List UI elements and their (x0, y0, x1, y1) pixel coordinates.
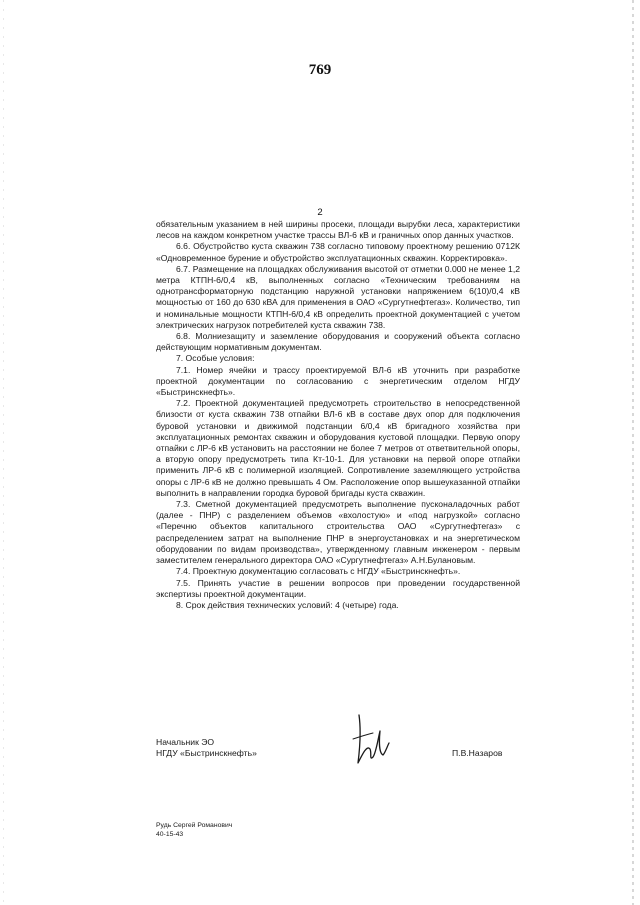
paragraph: 7.1. Номер ячейки и трассу проектируемой ВЛ-6 кВ уточнить при разработке проектной документации по согласованию с энергетическим отделом НГДУ «Быстринскнефть». (156, 364, 520, 398)
paragraph: 6.6. Обустройство куста скважин 738 согласно типовому проектному решению 0712К «Одновременное бурение и обустройство эксплуатационных скважин. Корректировка». (156, 241, 520, 263)
paragraph: 6.7. Размещение на площадках обслуживания высотой от отметки 0.000 не менее 1,2 метра КТПН-6/0,4 кВ, выполненных согласно «Техническим требованиям на однотрансформаторную подстанцию наружной установки напряжением 6(10)/0,4 кВ мощностью от 160 до 630 кВА для применения в ОАО «Сургутнефтегаз». Количество, тип и номинальные мощности КТПН-6/0,4 кВ определить проектной документацией с учетом электрических нагрузок потребителей куста скважин 738. (156, 263, 520, 330)
paragraph: обязательным указанием в ней ширины просеки, площади вырубки леса, характеристики лесов на каждом конкретном участке трассы ВЛ-6 кВ и граничных опор данных участков. (156, 219, 520, 241)
section-heading: 7. Особые условия: (176, 353, 255, 364)
signatory-organization: НГДУ «Быстринскнефть» (156, 748, 257, 758)
signature-block (156, 737, 520, 797)
signatory-position: Начальник ЭО (156, 737, 215, 747)
paragraph: 7.5. Принять участие в решении вопросов при проведении государственной экспертизы проектной документации. (156, 577, 520, 599)
paragraph: 7.2. Проектной документацией предусмотреть строительство в непосредственной близости от куста скважин 738 отпайки ВЛ-6 кВ в составе двух опор для подключения буровой установки и движимой подстанции 6/0,4 кВ бригадного хозяйства при эксплуатационных ремонтах скважин и оборудования кустовой площадки. Первую опору отпайки с ЛР-6 кВ установить на расстоянии не более 7 метров от ответвительной опоры, а вторую опору предусмотреть типа Кт-10-1. Для установки на первой опоре отпайки применить ЛР-6 кВ с полимерной изоляцией. Сопротивление заземляющего устройства опоры с ЛР-6 кВ не должно превышать 4 Ом. Расположение опор вышеуказанной отпайки выполнить в направлении городка буровой бригады куста скважин. (156, 398, 520, 498)
contact-name: Рудь Сергей Романович (156, 822, 233, 829)
archive-page-number: 769 (308, 62, 332, 78)
paragraph: 7.4. Проектную документацию согласовать с НГДУ «Быстринскнефть». (176, 566, 461, 577)
scan-edge-right (632, 0, 634, 905)
paragraph: 6.8. Молниезащиту и заземление оборудования и сооружений объекта согласно действующим нормативным документам. (156, 331, 520, 353)
signatory-name: П.В.Назаров (452, 748, 503, 758)
document-body (156, 219, 520, 611)
paragraph: 8. Срок действия технических условий: 4 (четыре) года. (176, 599, 399, 610)
paragraph: 7.3. Сметной документацией предусмотреть выполнение пусконаладочных работ (далее - ПНР) с разделением объемов «вхолостую» и «под нагрузкой» согласно «Перечню объектов капитального строительства ОАО «Сургутнефтегаз» с распределением затрат на выполнение ПНР в энергоустановках и на энергетическом оборудовании по видам производства», утвержденному главным инженером - первым заместителем генерального директора ОАО «Сургутнефтегаз» А.Н.Булановым. (156, 499, 520, 566)
document-page-number: 2 (317, 207, 323, 218)
scan-edge-left (3, 0, 4, 905)
contact-block (156, 822, 232, 839)
handwritten-signature (345, 709, 395, 769)
contact-phone: 40-15-43 (156, 830, 184, 838)
